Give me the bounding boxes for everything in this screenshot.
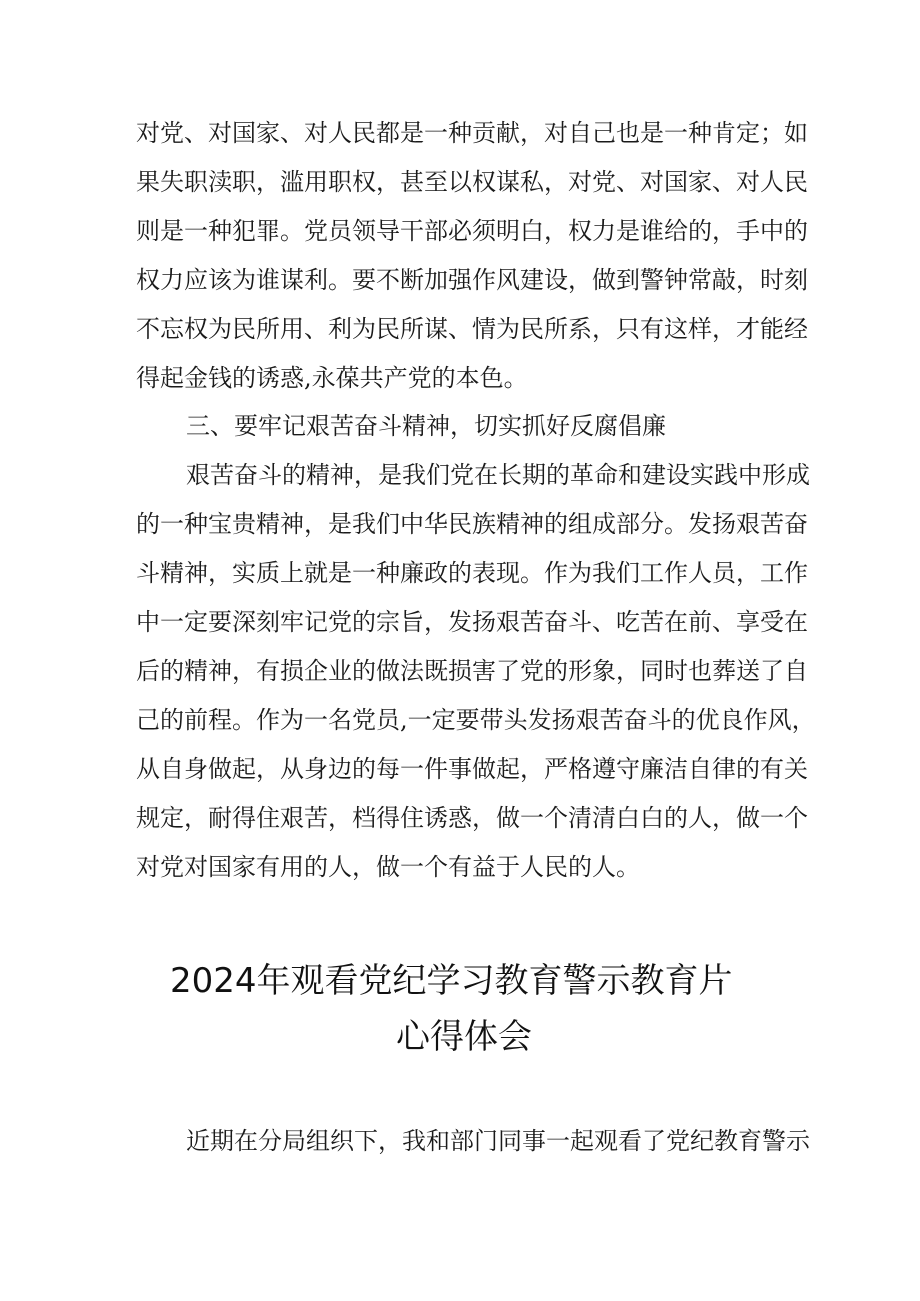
text-line: 果失职渎职，滥用职权，甚至以权谋私，对党、对国家、对人民 — [136, 168, 808, 196]
text-line: 规定，耐得住艰苦，档得住诱惑，做一个清清白白的人，做一个 — [136, 804, 808, 832]
text-line: 中一定要深刻牢记党的宗旨，发扬艰苦奋斗、吃苦在前、享受在 — [136, 608, 808, 636]
article-title-line1: 2024年观看党纪学习教育警示教育片 — [170, 961, 733, 1001]
text-line: 对党、对国家、对人民都是一种贡献，对自己也是一种肯定；如 — [136, 119, 808, 147]
text-line: 得起金钱的诱惑,永葆共产党的本色。 — [136, 364, 528, 392]
text-line: 后的精神，有损企业的做法既损害了党的形象，同时也葬送了自 — [136, 657, 808, 685]
text-line: 权力应该为谁谋利。要不断加强作风建设，做到警钟常敲，时刻 — [136, 266, 808, 294]
text-line: 己的前程。作为一名党员,一定要带头发扬艰苦奋斗的优良作风， — [136, 706, 816, 734]
text-line: 艰苦奋斗的精神，是我们党在长期的革命和建设实践中形成 — [186, 461, 810, 489]
article-first-line: 近期在分局组织下，我和部门同事一起观看了党纪教育警示 — [186, 1127, 810, 1155]
text-line: 则是一种犯罪。党员领导干部必须明白，权力是谁给的，手中的 — [136, 217, 808, 245]
text-line: 不忘权为民所用、利为民所谋、情为民所系，只有这样，才能经 — [136, 315, 808, 343]
article-title-line2: 心得体会 — [396, 1017, 532, 1057]
text-line: 斗精神，实质上就是一种廉政的表现。作为我们工作人员，工作 — [136, 559, 808, 587]
text-line: 从自身做起，从身边的每一件事做起，严格遵守廉洁自律的有关 — [136, 755, 808, 783]
text-line: 对党对国家有用的人，做一个有益于人民的人。 — [136, 853, 640, 881]
section-heading: 三、要牢记艰苦奋斗精神，切实抓好反腐倡廉 — [186, 412, 666, 440]
text-line: 的一种宝贵精神，是我们中华民族精神的组成部分。发扬艰苦奋 — [136, 510, 808, 538]
